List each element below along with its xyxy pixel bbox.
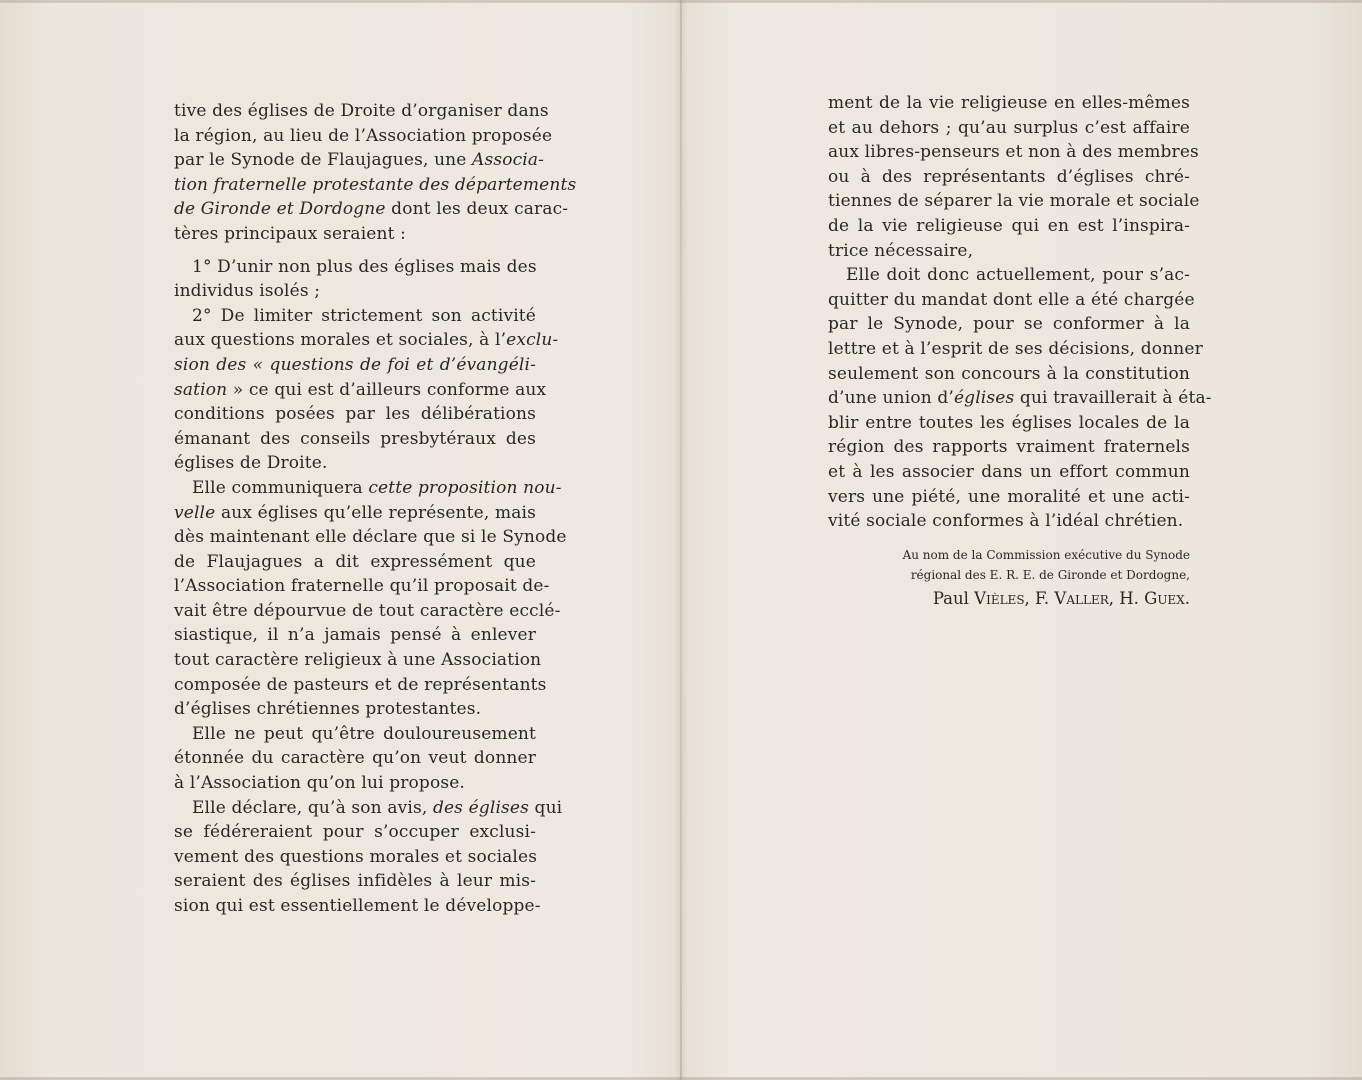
signature-line-1: Au nom de la Commission exécutive du Synode	[902, 548, 1190, 562]
signatory-names: Paul Vièles, F. Valler, H. Guex.	[932, 589, 1190, 608]
text-line: ou à des représentants d’églises chré-	[828, 166, 1190, 187]
text-line: Elle ne peut qu’être douloureusement	[192, 723, 536, 744]
text-line: vait être dépourvue de tout caractère ecclé-	[174, 600, 561, 621]
left-page-text	[174, 99, 577, 919]
text-line: par le Synode, pour se conformer à la	[828, 314, 1190, 335]
text-line: sion qui est essentiellement le développe-	[174, 896, 541, 916]
text-line: de Flaujagues a dit expressément que	[174, 551, 536, 572]
page-fold	[680, 0, 682, 1080]
text-line: émanant des conseils presbytéraux des	[174, 428, 536, 449]
text-line: lettre et à l’esprit de ses décisions, donner	[828, 338, 1203, 359]
right-page-text	[828, 91, 1212, 534]
signature-line-2: régional des E. R. E. de Gironde et Dordogne,	[910, 568, 1190, 582]
text-line: et à les associer dans un effort commun	[828, 461, 1190, 482]
signature-block	[828, 545, 1190, 585]
text-line: Elle déclare, qu’à son avis, des églises qui	[192, 797, 563, 818]
text-line: seraient des églises infidèles à leur mis-	[174, 871, 536, 892]
text-line: tion fraternelle protestante des départements	[174, 174, 577, 195]
text-line: sion des « questions de foi et d’évangéli-	[174, 354, 536, 375]
signatory-surname: Guex	[1144, 589, 1185, 608]
signatory-surname: Valler	[1054, 589, 1109, 608]
text-line: Elle doit donc actuellement, pour s’ac-	[846, 265, 1190, 286]
signatory-surname: Vièles	[974, 589, 1025, 608]
text-line: se fédéreraient pour s’occuper exclusi-	[174, 822, 536, 843]
text-line: à l’Association qu’on lui propose.	[174, 773, 465, 794]
text-line: région des rapports vraiment fraternels	[828, 437, 1190, 458]
text-line: siastique, il n’a jamais pensé à enlever	[174, 625, 536, 646]
text-line: 1° D’unir non plus des églises mais des	[192, 256, 537, 277]
text-line: de Gironde et Dordogne dont les deux carac-	[174, 199, 569, 220]
text-line: tères principaux seraient :	[174, 223, 407, 244]
text-line: églises de Droite.	[174, 453, 328, 474]
text-line: vité sociale conformes à l’idéal chrétien.	[828, 511, 1184, 532]
text-line: 2° De limiter strictement son activité	[192, 305, 536, 326]
text-line: composée de pasteurs et de représentants	[174, 674, 547, 695]
text-line: aux questions morales et sociales, à l’exclu-	[174, 330, 559, 351]
text-line: vers une piété, une moralité et une acti-	[828, 486, 1190, 507]
text-line: ment de la vie religieuse en elles-mêmes	[828, 93, 1190, 113]
text-line: tiennes de séparer la vie morale et sociale	[828, 191, 1200, 212]
text-line: vement des questions morales et sociales	[174, 846, 538, 867]
text-line: blir entre toutes les églises locales de la	[828, 412, 1190, 433]
text-line: velle aux églises qu’elle représente, mais	[174, 502, 536, 523]
text-line: aux libres-penseurs et non à des membres	[828, 142, 1199, 163]
text-line: étonnée du caractère qu’on veut donner	[174, 748, 536, 769]
text-line: tive des églises de Droite d’organiser dans	[174, 101, 549, 121]
text-line: seulement son concours à la constitution	[828, 363, 1190, 384]
text-line: l’Association fraternelle qu’il proposait de-	[174, 576, 550, 597]
text-line: et au dehors ; qu’au surplus c’est affaire	[828, 117, 1190, 138]
text-line: d’églises chrétiennes protestantes.	[174, 699, 482, 720]
text-line: dès maintenant elle déclare que si le Synode	[174, 527, 567, 548]
text-line: tout caractère religieux à une Association	[174, 650, 542, 671]
text-line: la région, au lieu de l’Association proposée	[174, 125, 553, 146]
text-line: d’une union d’églises qui travaillerait à éta-	[828, 388, 1212, 409]
text-line: individus isolés ;	[174, 281, 321, 302]
text-line: quitter du mandat dont elle a été chargée	[828, 289, 1195, 310]
text-line: par le Synode de Flaujagues, une Associa-	[174, 150, 545, 171]
text-line: sation » ce qui est d’ailleurs conforme aux	[174, 379, 547, 400]
text-line: Elle communiquera cette proposition nou-	[192, 477, 562, 498]
text-line: conditions posées par les délibérations	[174, 404, 536, 425]
text-line: trice nécessaire,	[828, 240, 974, 261]
text-line: de la vie religieuse qui en est l’inspira-	[828, 215, 1190, 236]
